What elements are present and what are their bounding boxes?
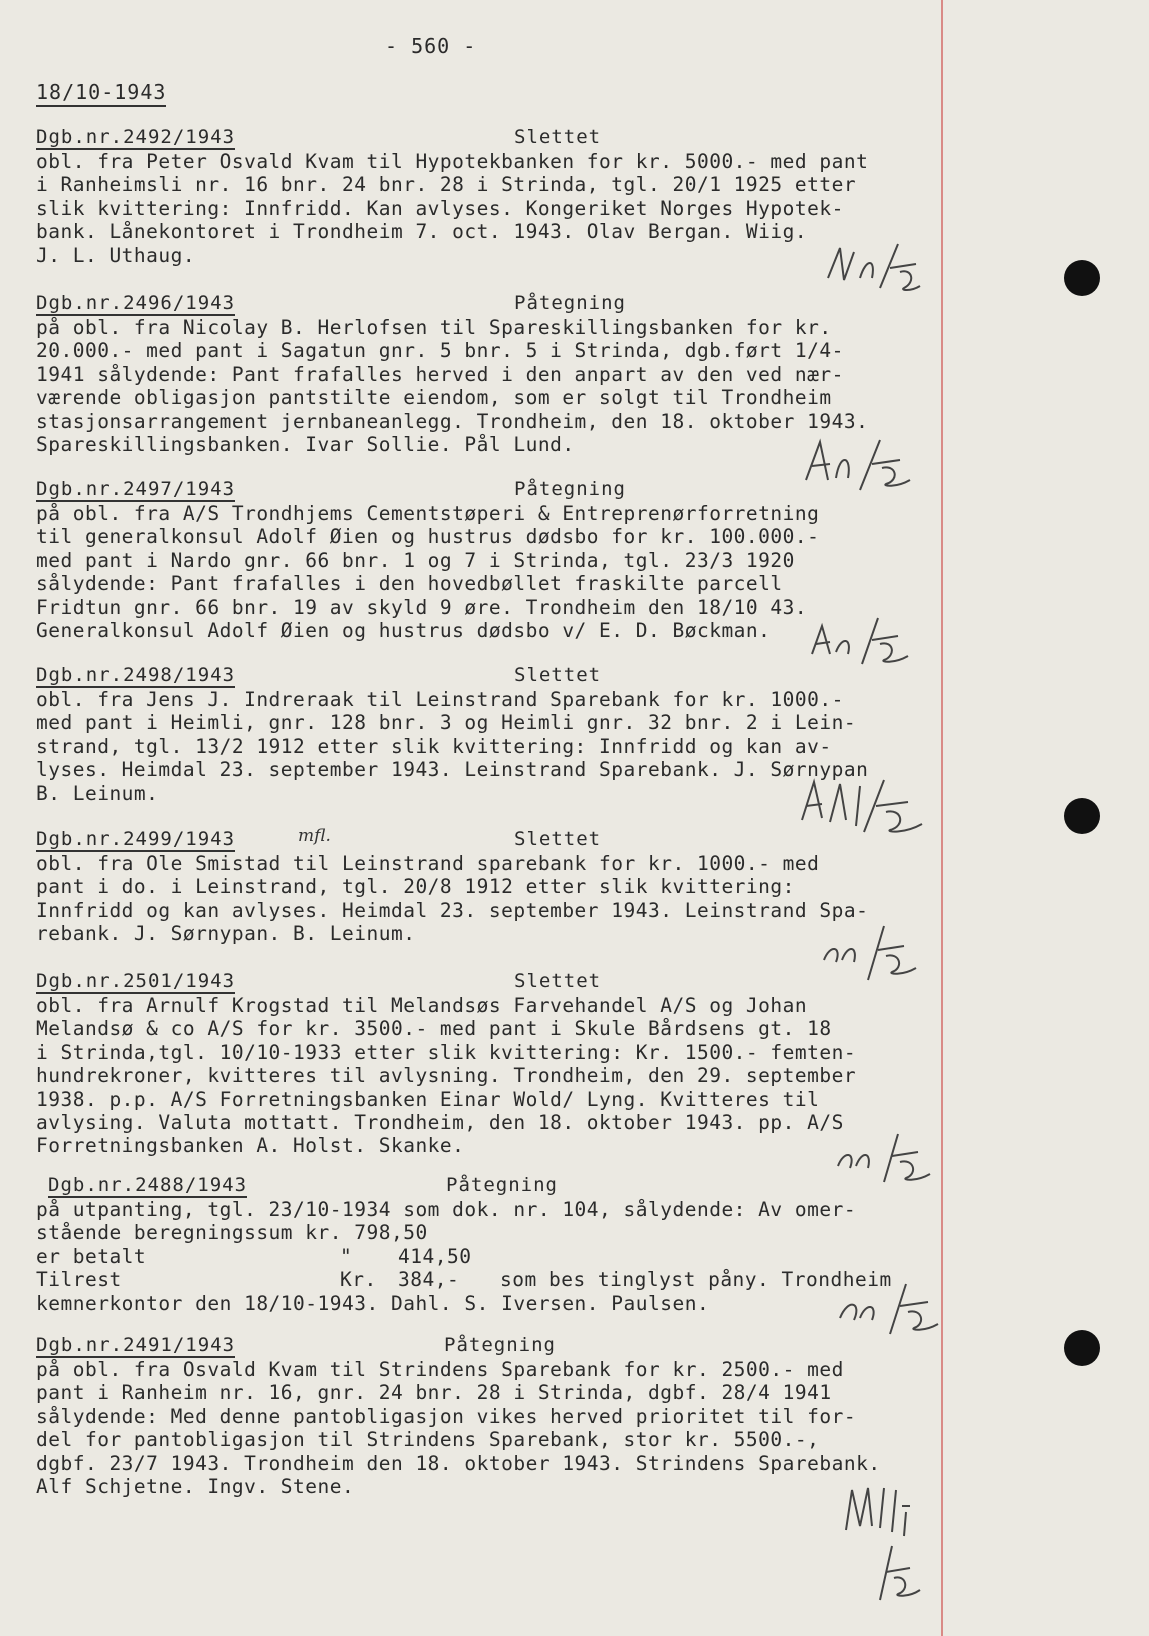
text-line: Generalkonsul Adolf Øien og hustrus dødsbo v/ E. D. Bøckman. — [36, 619, 771, 643]
text-line: kemnerkontor den 18/10-1943. Dahl. S. Iversen. Paulsen. — [36, 1291, 710, 1315]
text-line: bank. Lånekontoret i Trondheim 7. oct. 1943. Olav Bergan. Wiig. — [36, 220, 808, 244]
entry-status: Slettet — [514, 828, 602, 850]
calc-amount: 384,- — [398, 1268, 460, 1292]
text-line: Melandsø & co A/S for kr. 3500.- med pant i Skule Bårdsens gt. 18 — [36, 1017, 832, 1041]
text-line: hundrekroner, kvitteres til avlysning. Trondheim, den 29. september — [36, 1064, 857, 1088]
calc-label: er betalt — [36, 1244, 147, 1268]
text-line: i Strinda,tgl. 10/10-1933 etter slik kvittering: Kr. 1500.- femten- — [36, 1040, 857, 1064]
text-line: Forretningsbanken A. Holst. Skanke. — [36, 1134, 465, 1158]
text-line: dgbf. 23/7 1943. Trondheim den 18. oktober 1943. Strindens Sparebank. — [36, 1451, 881, 1475]
text-line: strand, tgl. 13/2 1912 etter slik kvittering: Innfridd og kan av- — [36, 734, 832, 758]
text-line: med pant i Heimli, gnr. 128 bnr. 3 og Heimli gnr. 32 bnr. 2 i Lein- — [36, 711, 857, 735]
handwritten-initials — [840, 1476, 930, 1606]
text-line: rebank. J. Sørnypan. B. Leinum. — [36, 922, 416, 946]
handwritten-initials — [836, 1278, 946, 1338]
handwritten-initials — [834, 1128, 944, 1188]
text-line: stasjonsarrangement jernbaneanlegg. Trondheim, den 18. oktober 1943. — [36, 409, 869, 433]
journal-number: Dgb.nr.2501/1943 — [36, 970, 236, 992]
text-line: pant i Ranheim nr. 16, gnr. 24 bnr. 28 i Strinda, dgbf. 28/4 1941 — [36, 1381, 832, 1405]
calc-tail: som bes tinglyst påny. Trondheim — [500, 1268, 892, 1292]
text-line: på obl. fra Nicolay B. Herlofsen til Spareskillingsbanken for kr. — [36, 316, 832, 339]
journal-number: Dgb.nr.2488/1943 — [48, 1174, 248, 1196]
text-line: 20.000.- med pant i Sagatun gnr. 5 bnr. 5 i Strinda, dgb.ført 1/4- — [36, 339, 844, 363]
text-line: Alf Schjetne. Ingv. Stene. — [36, 1475, 355, 1499]
text-line: 1941 sålydende: Pant frafalles herved i den anpart av den ved nær- — [36, 362, 844, 386]
handwritten-initials — [820, 920, 930, 990]
handwritten-initials — [808, 612, 918, 672]
entry — [36, 1174, 976, 1315]
calc-label: Tilrest — [36, 1268, 122, 1292]
text-line: med pant i Nardo gnr. 66 bnr. 1 og 7 i Strinda, tgl. 23/3 1920 — [36, 548, 795, 572]
text-line: 1938. p.p. A/S Forretningsbanken Einar Wold/ Lyng. Kvitteres til — [36, 1087, 820, 1111]
text-line: del for pantobligasjon til Strindens Sparebank, stor kr. 5500.-, — [36, 1428, 820, 1452]
entry-status: Påtegning — [446, 1174, 558, 1196]
text-line: lyses. Heimdal 23. september 1943. Leinstrand Sparebank. J. Sørnypan — [36, 758, 869, 782]
text-line: J. L. Uthaug. — [36, 243, 196, 267]
entry-status: Slettet — [514, 126, 602, 148]
text-line: obl. fra Ole Smistad til Leinstrand sparebank for kr. 1000.- med — [36, 852, 820, 875]
text-line: Innfridd og kan avlyses. Heimdal 23. september 1943. Leinstrand Spa- — [36, 898, 869, 922]
journal-number: Dgb.nr.2497/1943 — [36, 478, 236, 500]
text-line: obl. fra Peter Osvald Kvam til Hypotekbanken for kr. 5000.- med pant — [36, 150, 869, 173]
text-line: sålydende: Med denne pantobligasjon vikes herved prioritet til for- — [36, 1404, 857, 1428]
handwritten-initials — [820, 238, 930, 308]
journal-number: Dgb.nr.2499/1943 — [36, 828, 236, 850]
calculation-row — [36, 1268, 976, 1291]
text-line: obl. fra Arnulf Krogstad til Melandsøs Farvehandel A/S og Johan — [36, 994, 808, 1017]
punch-hole — [1064, 260, 1100, 296]
page-number: - 560 - — [385, 34, 477, 58]
journal-number: Dgb.nr.2496/1943 — [36, 292, 236, 314]
text-line: Spareskillingsbanken. Ivar Sollie. Pål Lund. — [36, 433, 575, 457]
text-line: sålydende: Pant frafalles i den hovedbøllet fraskilte parcell — [36, 572, 783, 596]
text-line: på utpanting, tgl. 23/10-1934 som dok. nr. 104, sålydende: Av omer- — [36, 1198, 857, 1221]
entry — [36, 1334, 976, 1498]
journal-number: Dgb.nr.2498/1943 — [36, 664, 236, 686]
text-line: værende obligasjon pantstilte eiendom, som er solgt til Trondheim — [36, 386, 832, 410]
journal-number: Dgb.nr.2492/1943 — [36, 126, 236, 148]
text-line: Fridtun gnr. 66 bnr. 19 av skyld 9 øre. Trondheim den 18/10 43. — [36, 595, 808, 619]
entry-status: Slettet — [514, 970, 602, 992]
text-line: avlysing. Valuta mottatt. Trondheim, den 18. oktober 1943. pp. A/S — [36, 1111, 844, 1135]
text-line: obl. fra Jens J. Indreraak til Leinstrand Sparebank for kr. 1000.- — [36, 688, 844, 711]
text-line: stående beregningssum kr. 798,50 — [36, 1221, 428, 1245]
entry-status: Påtegning — [444, 1334, 556, 1356]
entry-status: Påtegning — [514, 292, 626, 314]
handwritten-initials — [800, 432, 920, 502]
entry-status: Slettet — [514, 664, 602, 686]
calc-sign: " — [340, 1244, 353, 1268]
text-line: pant i do. i Leinstrand, tgl. 20/8 1912 etter slik kvittering: — [36, 875, 795, 899]
text-line: på obl. fra Osvald Kvam til Strindens Sparebank for kr. 2500.- med — [36, 1358, 844, 1381]
punch-hole — [1064, 1330, 1100, 1366]
text-line: på obl. fra A/S Trondhjems Cementstøperi & Entreprenørforretning — [36, 502, 820, 525]
handwritten-initials — [796, 772, 936, 842]
calc-amount: 414,50 — [398, 1244, 472, 1268]
entry-date: 18/10-1943 — [36, 80, 166, 107]
calc-sign: Kr. — [340, 1268, 377, 1292]
calculation-row — [36, 1245, 976, 1268]
text-line: i Ranheimsli nr. 16 bnr. 24 bnr. 28 i Strinda, tgl. 20/1 1925 etter — [36, 173, 857, 197]
text-line: B. Leinum. — [36, 781, 159, 805]
handwritten-note: mfl. — [298, 826, 331, 846]
text-line: slik kvittering: Innfridd. Kan avlyses. Kongeriket Norges Hypotek- — [36, 196, 844, 220]
journal-number: Dgb.nr.2491/1943 — [36, 1334, 236, 1356]
text-line: til generalkonsul Adolf Øien og hustrus dødsbo for kr. 100.000.- — [36, 525, 820, 549]
punch-hole — [1064, 798, 1100, 834]
entry-status: Påtegning — [514, 478, 626, 500]
